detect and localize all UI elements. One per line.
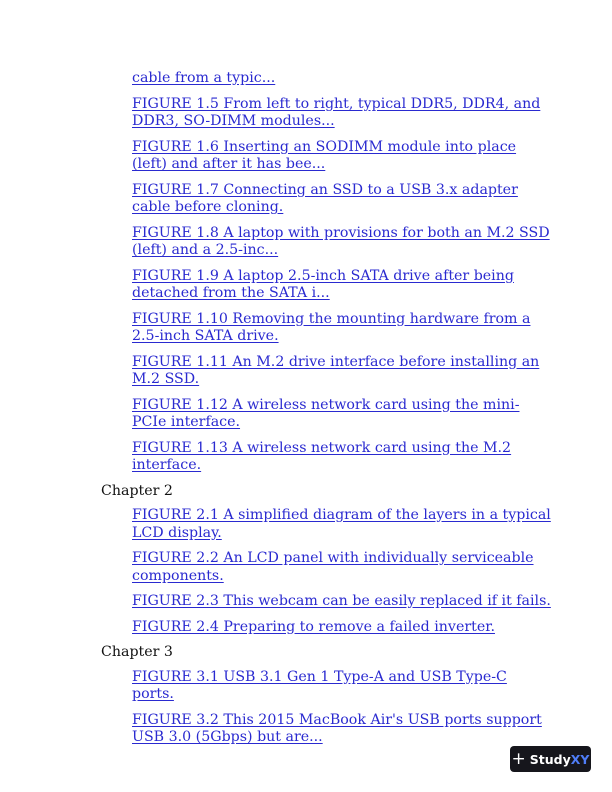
list-item: [132, 268, 551, 303]
figure-link[interactable]: FIGURE 1.7 Connecting an SSD to a USB 3.x adapter cable before cloning.: [132, 181, 518, 215]
figure-link[interactable]: FIGURE 2.2 An LCD panel with individually serviceable components.: [132, 550, 534, 584]
figure-link[interactable]: FIGURE 1.6 Inserting an SODIMM module into place (left) and after it has bee...: [132, 138, 517, 172]
list-item: [132, 70, 551, 88]
list-item: [132, 712, 551, 747]
figure-link[interactable]: FIGURE 1.9 A laptop 2.5-inch SATA drive after being detached from the SATA i...: [132, 267, 514, 301]
list-item: [132, 669, 551, 704]
figure-link[interactable]: FIGURE 3.2 This 2015 MacBook Air's USB ports support USB 3.0 (5Gbps) but are...: [132, 711, 542, 745]
figure-link[interactable]: FIGURE 1.12 A wireless network card using the mini-PCIe interface.: [132, 396, 520, 430]
figure-link[interactable]: FIGURE 1.13 A wireless network card using the M.2 interface.: [132, 439, 512, 473]
list-item: [132, 182, 551, 217]
list-item: [132, 139, 551, 174]
figure-link[interactable]: FIGURE 3.1 USB 3.1 Gen 1 Type-A and USB Type-C ports.: [132, 668, 507, 702]
figure-list: [101, 70, 551, 755]
list-item: [132, 96, 551, 131]
list-item: [132, 311, 551, 346]
list-item: [132, 593, 551, 611]
figure-link[interactable]: FIGURE 2.3 This webcam can be easily replaced if it fails.: [132, 593, 551, 609]
figure-link[interactable]: cable from a typic...: [132, 70, 276, 86]
plus-icon: +: [511, 748, 526, 769]
figure-link[interactable]: FIGURE 1.11 An M.2 drive interface before installing an M.2 SSD.: [132, 353, 540, 387]
badge-xy-text: XY: [570, 751, 590, 767]
studyxy-badge[interactable]: [510, 746, 591, 772]
list-item: [132, 619, 551, 637]
chapter-heading: Chapter 3: [101, 644, 173, 660]
badge-study-text: Study: [529, 751, 571, 767]
list-item: [132, 354, 551, 389]
list-item: [132, 550, 551, 585]
list-item: [132, 397, 551, 432]
list-item: [132, 225, 551, 260]
list-item: [132, 507, 551, 542]
list-item: [132, 440, 551, 475]
figure-link[interactable]: FIGURE 1.5 From left to right, typical DDR5, DDR4, and DDR3, SO-DIMM modules...: [132, 95, 541, 129]
chapter-heading: Chapter 2: [101, 482, 173, 499]
figure-link[interactable]: FIGURE 1.8 A laptop with provisions for both an M.2 SSD (left) and a 2.5-inc...: [132, 224, 550, 258]
figure-link[interactable]: FIGURE 2.1 A simplified diagram of the layers in a typical LCD display.: [132, 507, 551, 541]
figure-link[interactable]: FIGURE 2.4 Preparing to remove a failed inverter.: [132, 618, 495, 635]
figure-link[interactable]: FIGURE 1.10 Removing the mounting hardware from a 2.5-inch SATA drive.: [132, 310, 531, 344]
